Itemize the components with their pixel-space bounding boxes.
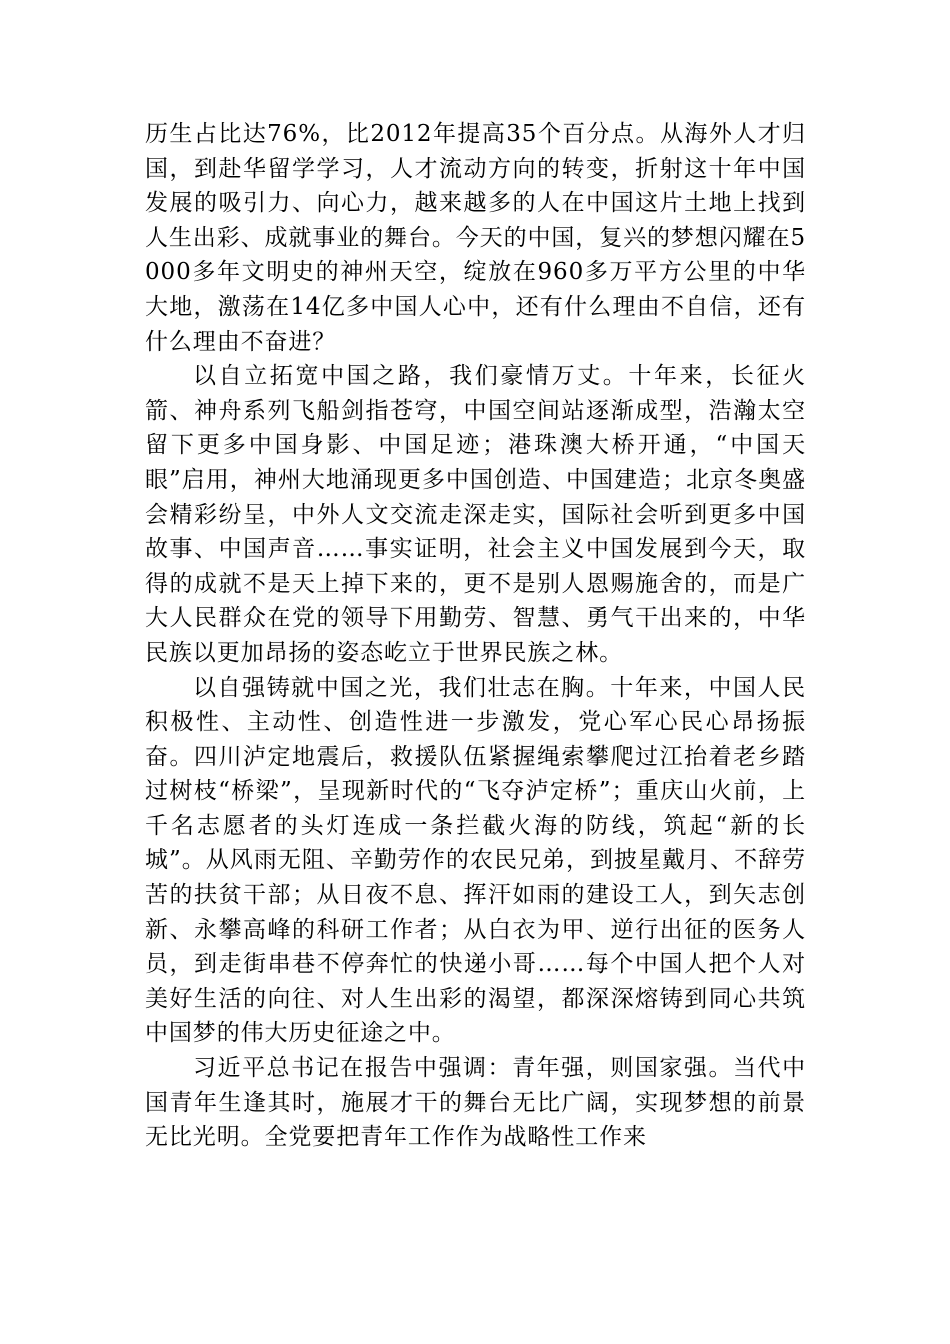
paragraph-2: 以自立拓宽中国之路，我们豪情万丈。十年来，长征火箭、神舟系列飞船剑指苍穹，中国空间站逐渐成型，浩瀚太空留下更多中国身影、中国足迹；港珠澳大桥开通，“中国天眼”启用，神州大地涌现更多中国创造、中国建造；北京冬奥盛会精彩纷呈，中外人文交流走深走实，国际社会听到更多中国故事、中国声音……事实证明，社会主义中国发展到今天，取得的成就不是天上掉下来的，更不是别人恩赐施舍的，而是广大人民群众在党的领导下用勤劳、智慧、勇气干出来的，中华民族以更加昂扬的姿态屹立于世界民族之林。: [145, 363, 806, 666]
paragraph-3: 以自强铸就中国之光，我们壮志在胸。十年来，中国人民积极性、主动性、创造性进一步激发，党心军心民心昂扬振奋。四川泸定地震后，救援队伍紧握绳索攀爬过江抬着老乡踏过树枝“桥梁”，呈现新时代的“飞夺泸定桥”；重庆山火前，上千名志愿者的头灯连成一条拦截火海的防线，筑起“新的长城”。从风雨无阻、辛勤劳作的农民兄弟，到披星戴月、不辞劳苦的扶贫干部；从日夜不息、挥汗如雨的建设工人，到矢志创新、永攀高峰的科研工作者；从白衣为甲、逆行出征的医务人员，到走街串巷不停奔忙的快递小哥……每个中国人把个人对美好生活的向往、对人生出彩的渴望，都深深熔铸到同心共筑中国梦的伟大历史征途之中。: [145, 674, 806, 1047]
paragraph-4: 习近平总书记在报告中强调：青年强，则国家强。当代中国青年生逢其时，施展才干的舞台无比广阔，实现梦想的前景无比光明。全党要把青年工作作为战略性工作来: [145, 1055, 806, 1151]
document-body: [145, 117, 806, 1155]
paragraph-1: 历生占比达76%，比2012年提高35个百分点。从海外人才归国，到赴华留学学习，人才流动方向的转变，折射这十年中国发展的吸引力、向心力，越来越多的人在中国这片土地上找到人生出彩、成就事业的舞台。今天的中国，复兴的梦想闪耀在5000多年文明史的神州天空，绽放在960多万平方公里的中华大地，激荡在14亿多中国人心中，还有什么理由不自信，还有什么理由不奋进？: [145, 121, 806, 355]
